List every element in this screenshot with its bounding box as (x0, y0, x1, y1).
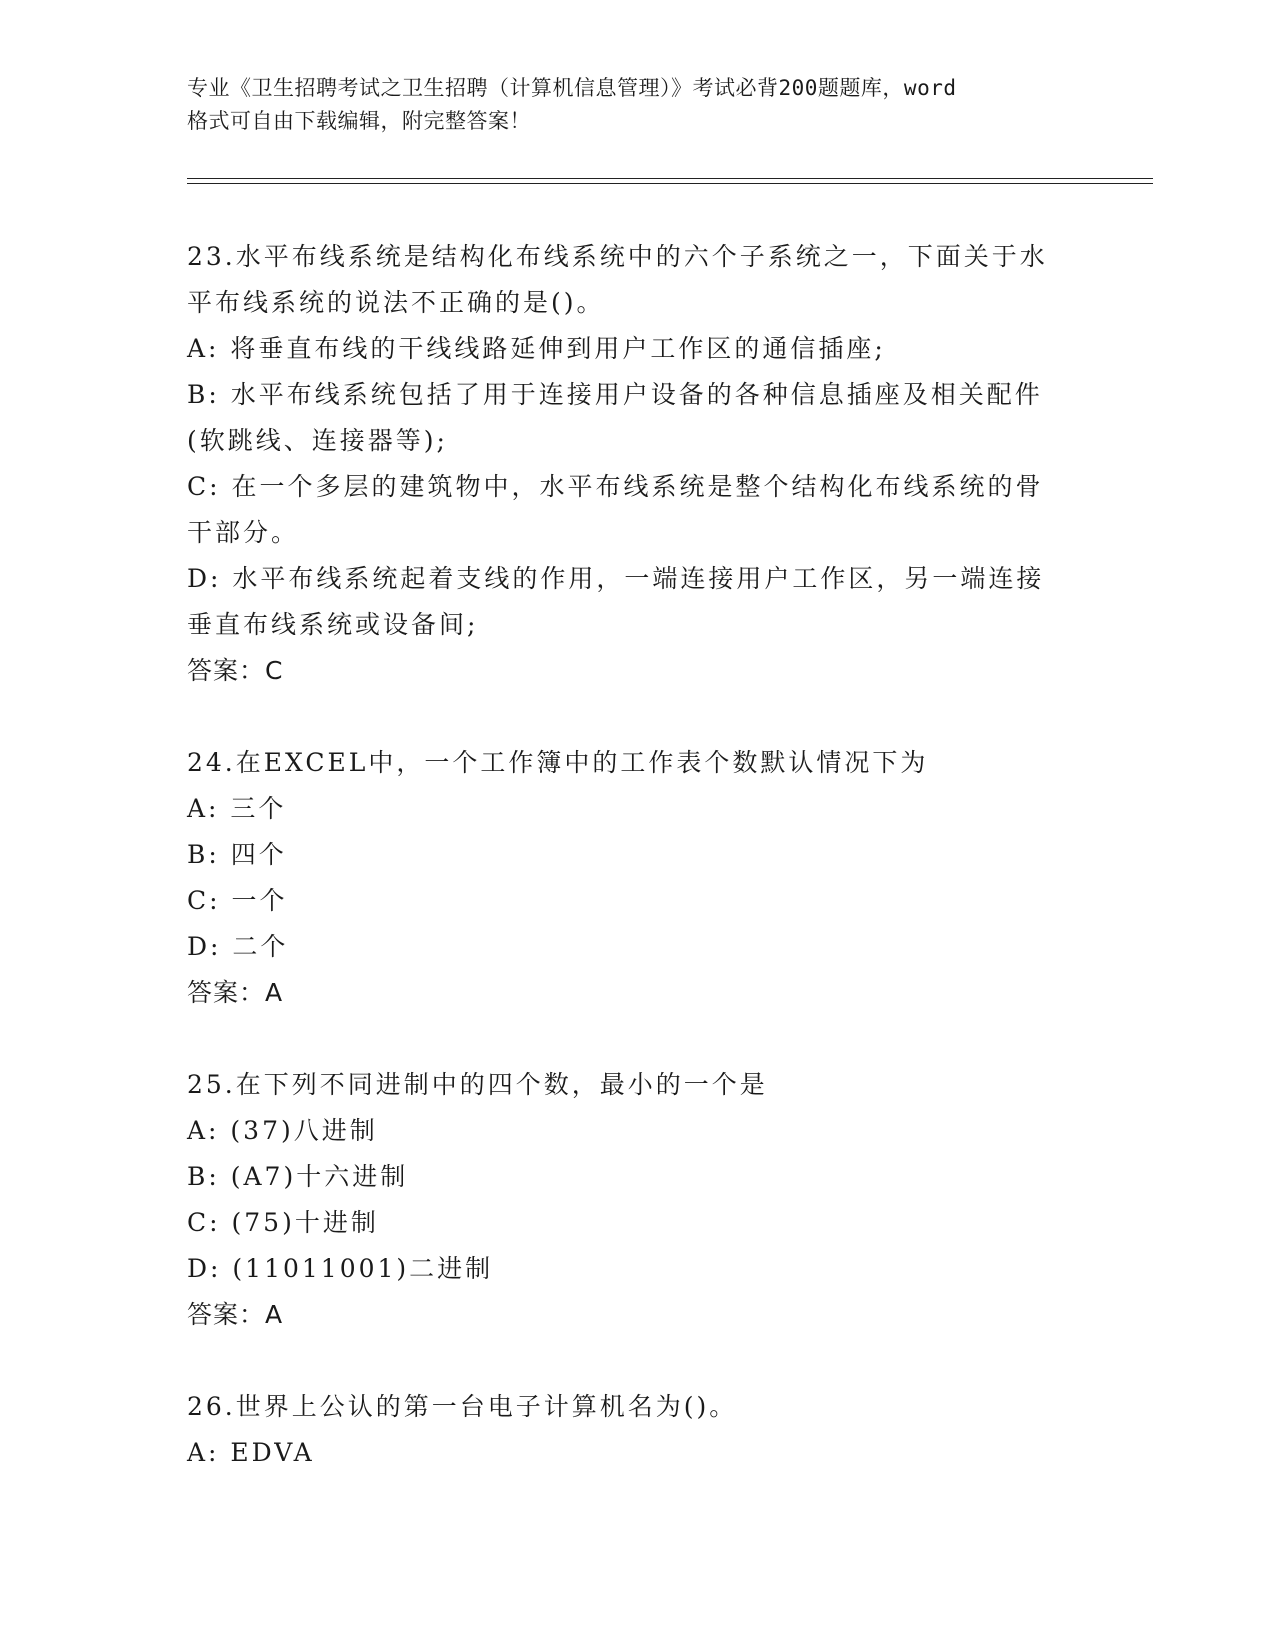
header-divider-top (187, 178, 1153, 179)
document-header (187, 72, 1087, 138)
answer-line: 答案：A (187, 978, 284, 1007)
option-b: B: 四个 (187, 840, 287, 869)
option-d: D: (11011001)二进制 (187, 1254, 494, 1283)
option-c: C: 在一个多层的建筑物中，水平布线系统是整个结构化布线系统的骨 (187, 472, 1044, 501)
question-25 (187, 1062, 1087, 1338)
option-a: A: (37)八进制 (187, 1116, 378, 1145)
option-b: B: 水平布线系统包括了用于连接用户设备的各种信息插座及相关配件 (187, 380, 1043, 409)
header-divider-bottom (187, 183, 1153, 184)
option-c: C: 一个 (187, 886, 288, 915)
question-stem: 25.在下列不同进制中的四个数，最小的一个是 (187, 1070, 768, 1099)
option-c: C: (75)十进制 (187, 1208, 379, 1237)
question-list (187, 234, 1087, 1522)
option-d: D: 二个 (187, 932, 289, 961)
option-b: B: (A7)十六进制 (187, 1162, 409, 1191)
question-stem: 23.水平布线系统是结构化布线系统中的六个子系统之一，下面关于水 (187, 242, 1048, 271)
option-d: D: 水平布线系统起着支线的作用，一端连接用户工作区，另一端连接 (187, 564, 1045, 593)
answer-line: 答案：C (187, 656, 284, 685)
option-b-continued: (软跳线、连接器等); (187, 426, 448, 455)
option-d-continued: 垂直布线系统或设备间; (187, 610, 479, 639)
header-line-1: 专业《卫生招聘考试之卫生招聘（计算机信息管理）》考试必背200题题库，word (187, 76, 957, 100)
question-24 (187, 740, 1087, 1016)
question-23 (187, 234, 1087, 694)
question-26 (187, 1384, 1087, 1476)
question-stem: 26.世界上公认的第一台电子计算机名为()。 (187, 1392, 738, 1421)
option-a: A: EDVA (187, 1438, 315, 1467)
option-a: A: 将垂直布线的干线线路延伸到用户工作区的通信插座; (187, 334, 886, 363)
answer-line: 答案：A (187, 1300, 284, 1329)
header-line-2: 格式可自由下载编辑，附完整答案！ (187, 109, 531, 133)
option-a: A: 三个 (187, 794, 287, 823)
option-c-continued: 干部分。 (187, 518, 300, 547)
question-stem: 平布线系统的说法不正确的是()。 (187, 288, 605, 317)
question-stem: 24.在EXCEL中，一个工作簿中的工作表个数默认情况下为 (187, 748, 929, 777)
